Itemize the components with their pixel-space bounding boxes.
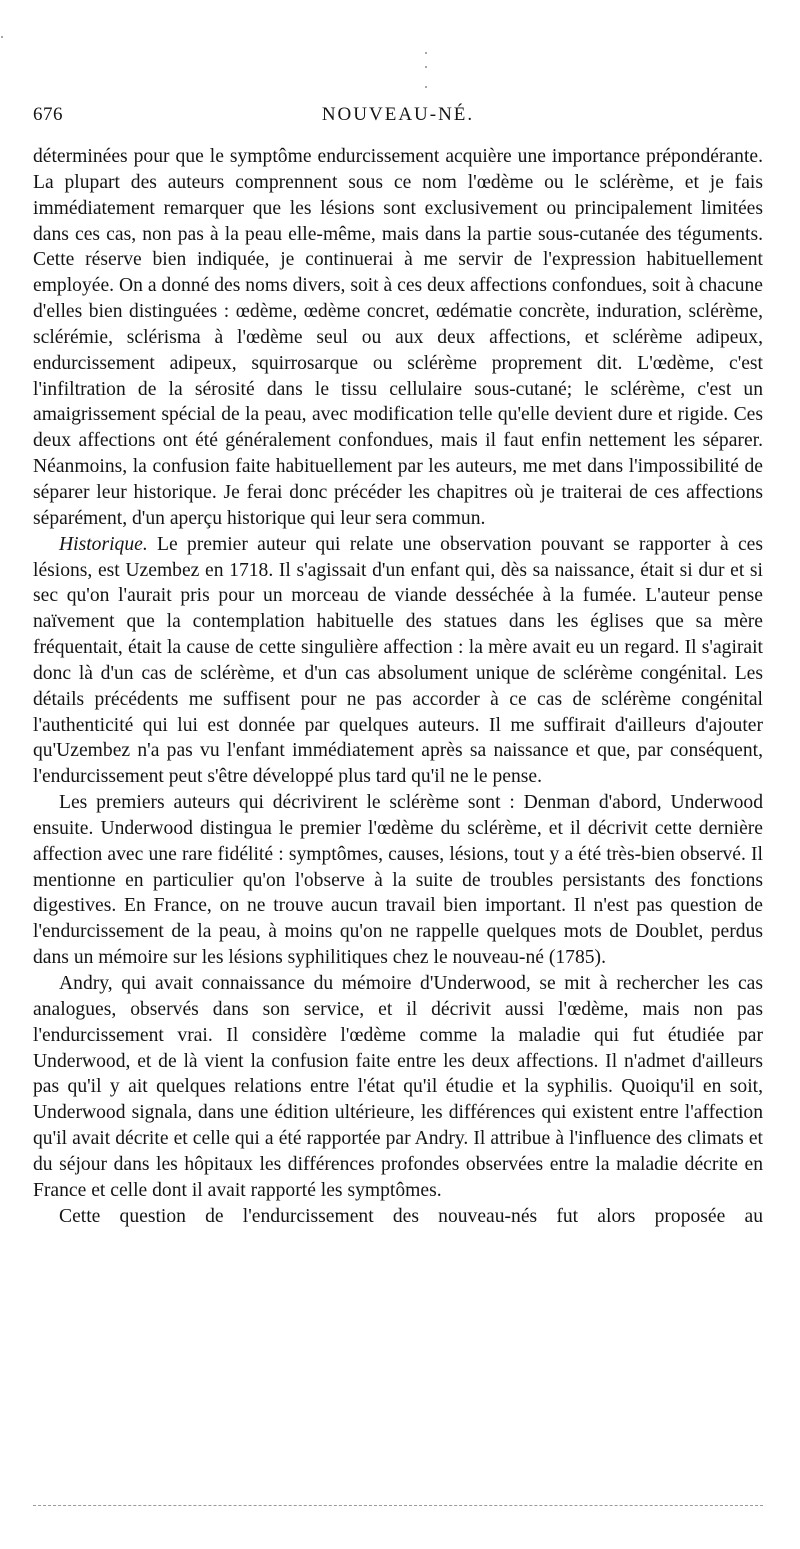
paragraph-historique [33,532,763,790]
paragraph-5: Cette question de l'endurcissement des nouveau-nés fut alors proposée au [59,1205,763,1227]
body-text [33,144,763,1229]
running-title: NOUVEAU-NÉ. [321,104,475,125]
page-header [33,104,763,130]
paragraph-1: déterminées pour que le symptôme endurcissement acquière une importance prépondérante. La plupart des auteurs comprennent sous ce nom l'œdème ou le sclérème, et je fais immédiatement remarquer que les lésions sont exclusivement ou principalement limitées dans ces cas, non pas à la peau elle-même, mais dans la partie sous-cutanée des téguments. Cette réserve bien indiquée, je continuerai à me servir de l'expression habituellement employée. On a donné des noms divers, soit à ces deux affections confondues, soit à chacune d'elles bien distinguées : œdème, œdème concret, œdématie concrète, induration, sclérème, sclérémie, sclérisma à l'œdème seul ou aux deux affections, et sclérème adipeux, endurcissement adipeux, squirrosarque ou sclérème proprement dit. L'œdème, c'est l'infiltration de la sérosité dans le tissu cellulaire sous-cutané; le sclérème, c'est un amaigrissement spécial de la peau, avec modification telle qu'elle devient dure et rigide. Ces deux affections ont été généralement confondues, mais il faut enfin nettement les séparer. Néanmoins, la confusion faite habituellement par les auteurs, me met dans l'impossibilité de séparer leur historique. Je ferai donc précéder les chapitres où je traiterai de ces affections séparément, d'un aperçu historique qui leur sera commun. [33,146,763,529]
section-lead-historique: Historique. [59,533,148,555]
scan-speck [425,86,427,88]
paragraph-3: Les premiers auteurs qui décrivirent le sclérème sont : Denman d'abord, Underwood ensuite. Underwood distingua le premier l'œdème du sclérème, et il décrivit cette dernière affection avec une rare fidélité : symptômes, causes, lésions, tout y a été très-bien observé. Il mentionne en particulier qu'on l'observe à la suite de troubles persistants des fonctions digestives. En France, on ne trouve aucun travail bien important. Il n'est pas question de l'endurcissement de la peau, à moins qu'on ne rappelle quelques mots de Doublet, perdus dans un mémoire sur les lésions syphilitiques chez le nouveau-né (1785). [33,792,763,969]
scan-speck [425,52,427,54]
paragraph-historique-text: Le premier auteur qui relate une observation pouvant se rapporter à ces lésions, est Uzembez en 1718. Il s'agissait d'un enfant qui, dès sa naissance, était si dur et si sec qu'on l'aurait pris pour un morceau de viande desséchée à la fumée. L'auteur pense naïvement que la contemplation habituelle des statues dans les églises que sa mère fréquentait, était la cause de cette singulière affection : la mère avait eu un regard. Il s'agirait donc là d'un cas de sclérème, et d'un cas absolument unique de sclérème congénital. Les détails précédents me suffisent pour ne pas accorder à ce cas de sclérème congénital l'authenticité qui lui est donnée par quelques auteurs. Il me suffirait d'ailleurs d'ajouter qu'Uzembez n'a pas vu l'enfant immédiatement après sa naissance et que, par conséquent, l'endurcissement peut s'être développé plus tard qu'il ne le pense. [33,533,763,788]
page-number: 676 [33,104,63,125]
scan-speck [425,66,427,68]
scan-speck [1,36,3,38]
paragraph-4: Andry, qui avait connaissance du mémoire d'Underwood, se mit à rechercher les cas analogues, observés dans son service, et il décrivit aussi l'œdème, mais non pas l'endurcissement vrai. Il considère l'œdème comme la maladie qui fut étudiée par Underwood, et de là vient la confusion faite entre les deux affections. Il n'admet d'ailleurs pas qu'il y ait quelques relations entre l'état qu'il étudie et la syphilis. Quoiqu'il en soit, Underwood signala, dans une édition ultérieure, les différences qui existent entre l'affection qu'il avait décrite et celle qui a été rapportée par Andry. Il attribue à l'influence des climats et du séjour dans les hôpitaux les différences profondes observées entre la maladie décrite en France et celle dont il avait rapporté les symptômes. [33,973,763,1201]
footer-rule [33,1505,763,1506]
